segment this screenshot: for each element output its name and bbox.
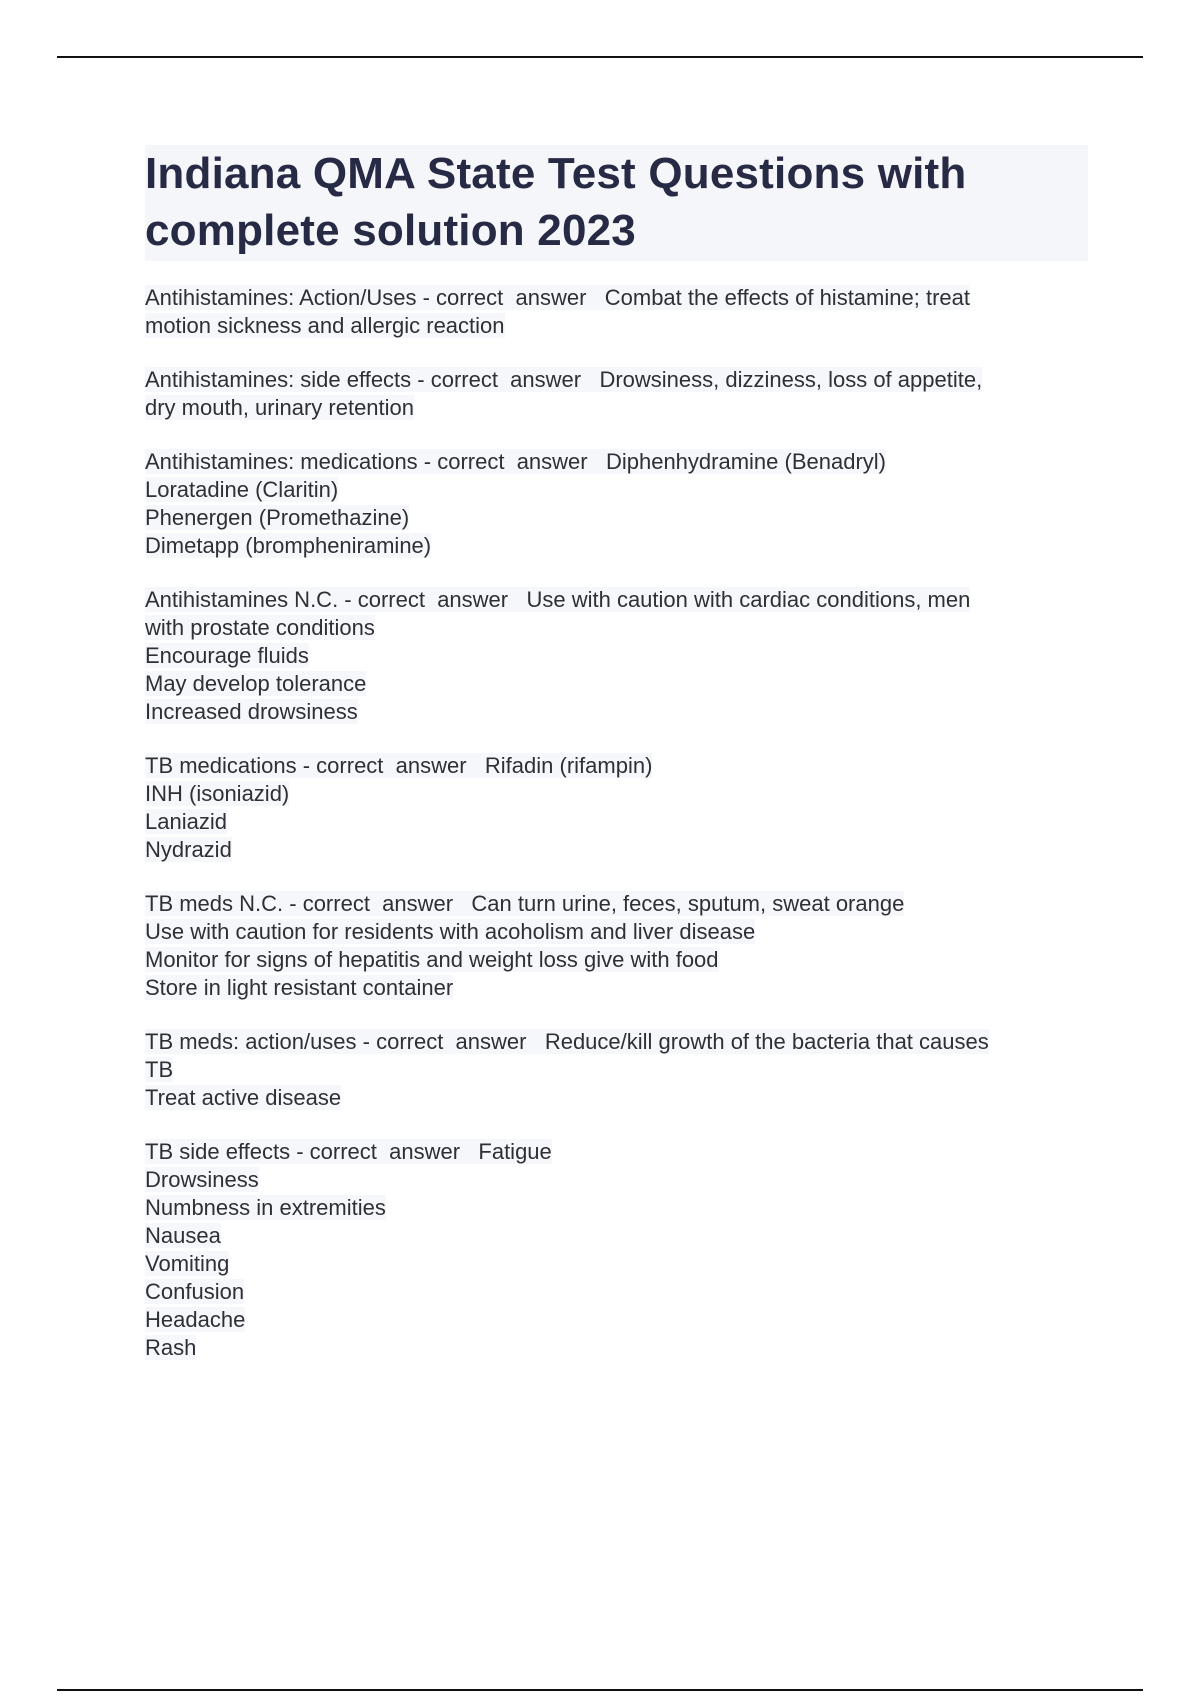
question-text: TB side effects xyxy=(145,1139,291,1164)
answer-line xyxy=(145,918,1095,946)
answer-separator: - correct answer xyxy=(283,891,472,916)
qa-first-line xyxy=(145,448,1095,476)
answer-line-text: Nausea xyxy=(145,1223,221,1248)
answer-separator: - correct answer xyxy=(417,449,606,474)
question-text: TB meds: action/uses xyxy=(145,1029,357,1054)
question-text: TB medications xyxy=(145,753,297,778)
answer-line xyxy=(145,642,1095,670)
question-text: Antihistamines: Action/Uses xyxy=(145,285,417,310)
answer-line xyxy=(145,836,1095,864)
qa-item xyxy=(145,366,1095,422)
qa-first-line xyxy=(145,284,1095,312)
answer-line-text: Confusion xyxy=(145,1279,245,1304)
answer-line xyxy=(145,1194,1095,1222)
qa-first-line xyxy=(145,366,1095,394)
question-text: Antihistamines: side effects xyxy=(145,367,412,392)
answer-line-text: Drowsiness xyxy=(145,1167,259,1192)
answer-line xyxy=(145,698,1095,726)
answer-line-text: May develop tolerance xyxy=(145,671,367,696)
top-rule xyxy=(57,56,1143,58)
answer-line-text: Monitor for signs of hepatitis and weight loss give with food xyxy=(145,947,719,972)
answer-line xyxy=(145,504,1095,532)
qa-list xyxy=(145,284,1095,1388)
qa-first-line xyxy=(145,1138,1095,1166)
answer-line xyxy=(145,1222,1095,1250)
answer-line-text: Laniazid xyxy=(145,809,227,834)
answer-line xyxy=(145,532,1095,560)
answer-line-text: Headache xyxy=(145,1307,246,1332)
answer-line-text: Rash xyxy=(145,1335,197,1360)
answer-line xyxy=(145,1278,1095,1306)
answer-line xyxy=(145,394,1095,422)
qa-item xyxy=(145,448,1095,560)
answer-line xyxy=(145,946,1095,974)
answer-text: Combat the effects of histamine; treat xyxy=(604,285,970,310)
answer-separator: - correct answer xyxy=(338,587,527,612)
answer-line xyxy=(145,476,1095,504)
qa-item xyxy=(145,752,1095,864)
answer-text: Diphenhydramine (Benadryl) xyxy=(605,449,886,474)
answer-text: Rifadin (rifampin) xyxy=(484,753,653,778)
answer-line xyxy=(145,1056,1095,1084)
answer-line xyxy=(145,808,1095,836)
answer-line-text: INH (isoniazid) xyxy=(145,781,290,806)
answer-separator: - correct answer xyxy=(356,1029,545,1054)
qa-first-line xyxy=(145,586,1095,614)
qa-first-line xyxy=(145,1028,1095,1056)
answer-line-text: Nydrazid xyxy=(145,837,232,862)
bottom-rule xyxy=(57,1689,1143,1691)
answer-line-text: Store in light resistant container xyxy=(145,975,454,1000)
answer-line xyxy=(145,670,1095,698)
qa-item xyxy=(145,586,1095,726)
answer-line xyxy=(145,1084,1095,1112)
answer-separator: - correct answer xyxy=(290,1139,479,1164)
answer-text: Use with caution with cardiac conditions, men xyxy=(526,587,971,612)
question-text: Antihistamines N.C. xyxy=(145,587,339,612)
question-text: Antihistamines: medications xyxy=(145,449,418,474)
question-text: TB meds N.C. xyxy=(145,891,284,916)
qa-first-line xyxy=(145,752,1095,780)
answer-line xyxy=(145,312,1095,340)
answer-line xyxy=(145,1166,1095,1194)
answer-text: Reduce/kill growth of the bacteria that causes xyxy=(544,1029,989,1054)
answer-line-text: Treat active disease xyxy=(145,1085,342,1110)
answer-text: Can turn urine, feces, sputum, sweat orange xyxy=(471,891,905,916)
answer-line xyxy=(145,1250,1095,1278)
answer-line-text: TB xyxy=(145,1057,174,1082)
qa-item xyxy=(145,890,1095,1002)
answer-line-text: Numbness in extremities xyxy=(145,1195,386,1220)
document-title: Indiana QMA State Test Questions with complete solution 2023 xyxy=(145,149,967,255)
answer-line-text: Vomiting xyxy=(145,1251,230,1276)
answer-line-text: Loratadine (Claritin) xyxy=(145,477,339,502)
answer-separator: - correct answer xyxy=(296,753,485,778)
answer-line xyxy=(145,780,1095,808)
answer-text: Fatigue xyxy=(478,1139,552,1164)
title-block xyxy=(145,145,1088,261)
answer-line xyxy=(145,1334,1095,1362)
answer-line-text: motion sickness and allergic reaction xyxy=(145,313,505,338)
answer-line-text: Dimetapp (brompheniramine) xyxy=(145,533,432,558)
qa-item xyxy=(145,284,1095,340)
answer-separator: - correct answer xyxy=(411,367,600,392)
answer-line-text: Use with caution for residents with acoholism and liver disease xyxy=(145,919,756,944)
answer-line-text: dry mouth, urinary retention xyxy=(145,395,415,420)
answer-line-text: with prostate conditions xyxy=(145,615,375,640)
answer-separator: - correct answer xyxy=(416,285,605,310)
answer-line-text: Encourage fluids xyxy=(145,643,309,668)
answer-line-text: Increased drowsiness xyxy=(145,699,358,724)
answer-line xyxy=(145,974,1095,1002)
qa-item xyxy=(145,1138,1095,1362)
answer-line xyxy=(145,614,1095,642)
answer-text: Drowsiness, dizziness, loss of appetite, xyxy=(599,367,983,392)
answer-line xyxy=(145,1306,1095,1334)
qa-item xyxy=(145,1028,1095,1112)
answer-line-text: Phenergen (Promethazine) xyxy=(145,505,410,530)
qa-first-line xyxy=(145,890,1095,918)
